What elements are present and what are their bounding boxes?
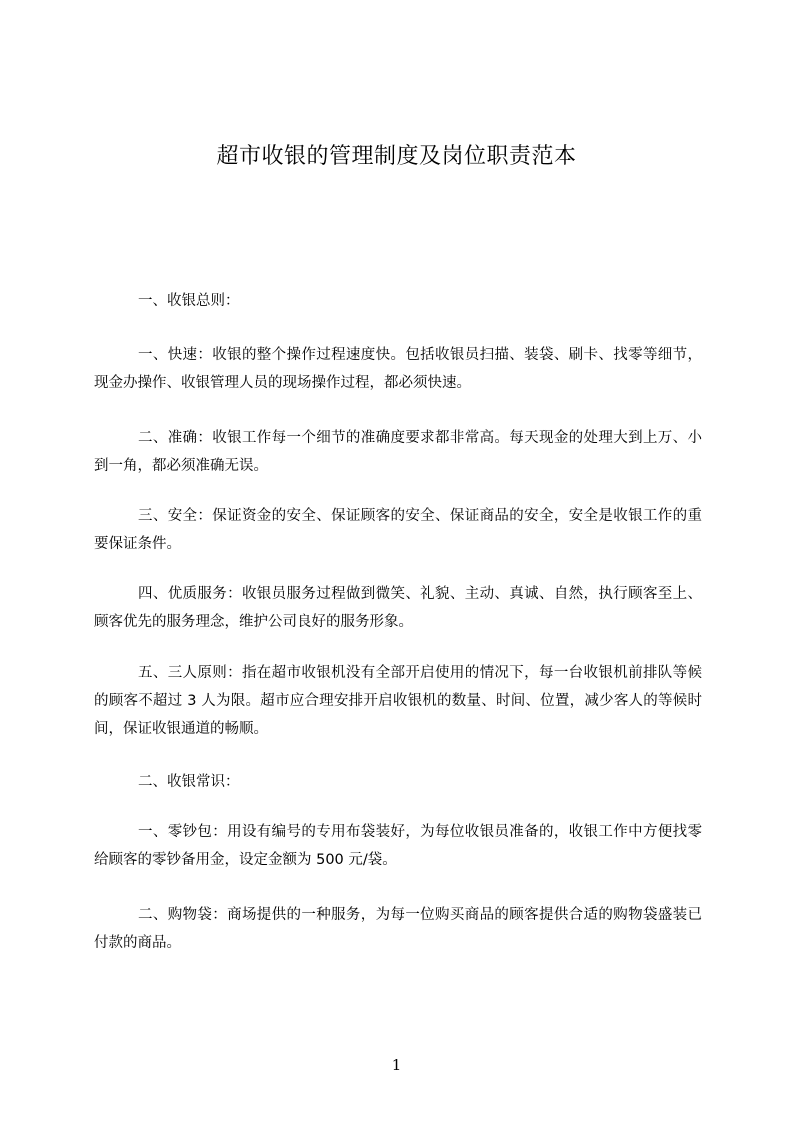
paragraph-change-bag: 一、零钞包：用设有编号的专用布袋装好，为每位收银员准备的，收银工作中方便找零给顾客的零钞备用金，设定金额为 500 元/袋。	[94, 824, 702, 868]
paragraph-shopping-bag: 二、购物袋：商场提供的一种服务，为每一位购买商品的顾客提供合适的购物袋盛装已付款的商品。	[94, 907, 702, 951]
page-number: 1	[391, 1056, 402, 1074]
paragraph-speed: 一、快速：收银的整个操作过程速度快。包括收银员扫描、装袋、刷卡、找零等细节，现金办操作、收银管理人员的现场操作过程，都必须快速。	[94, 347, 702, 391]
section-heading-general-rules: 一、收银总则：	[138, 293, 240, 309]
document-title: 超市收银的管理制度及岗位职责范本	[216, 144, 577, 169]
paragraph-accuracy: 二、准确：收银工作每一个细节的准确度要求都非常高。每天现金的处理大到上万、小到一角，都必须准确无误。	[94, 430, 702, 474]
paragraph-safety: 三、安全：保证资金的安全、保证顾客的安全、保证商品的安全，安全是收银工作的重要保证条件。	[94, 508, 702, 552]
paragraph-three-person-rule: 五、三人原则：指在超市收银机没有全部开启使用的情况下，每一台收银机前排队等候的顾客不超过 3 人为限。超市应合理安排开启收银机的数量、时间、位置，减少客人的等候时间，保证收银通道的畅顺。	[94, 665, 702, 737]
section-heading-cashier-knowledge: 二、收银常识：	[138, 774, 240, 790]
paragraph-quality-service: 四、优质服务：收银员服务过程做到微笑、礼貌、主动、真诚、自然，执行顾客至上、顾客优先的服务理念，维护公司良好的服务形象。	[94, 586, 702, 630]
